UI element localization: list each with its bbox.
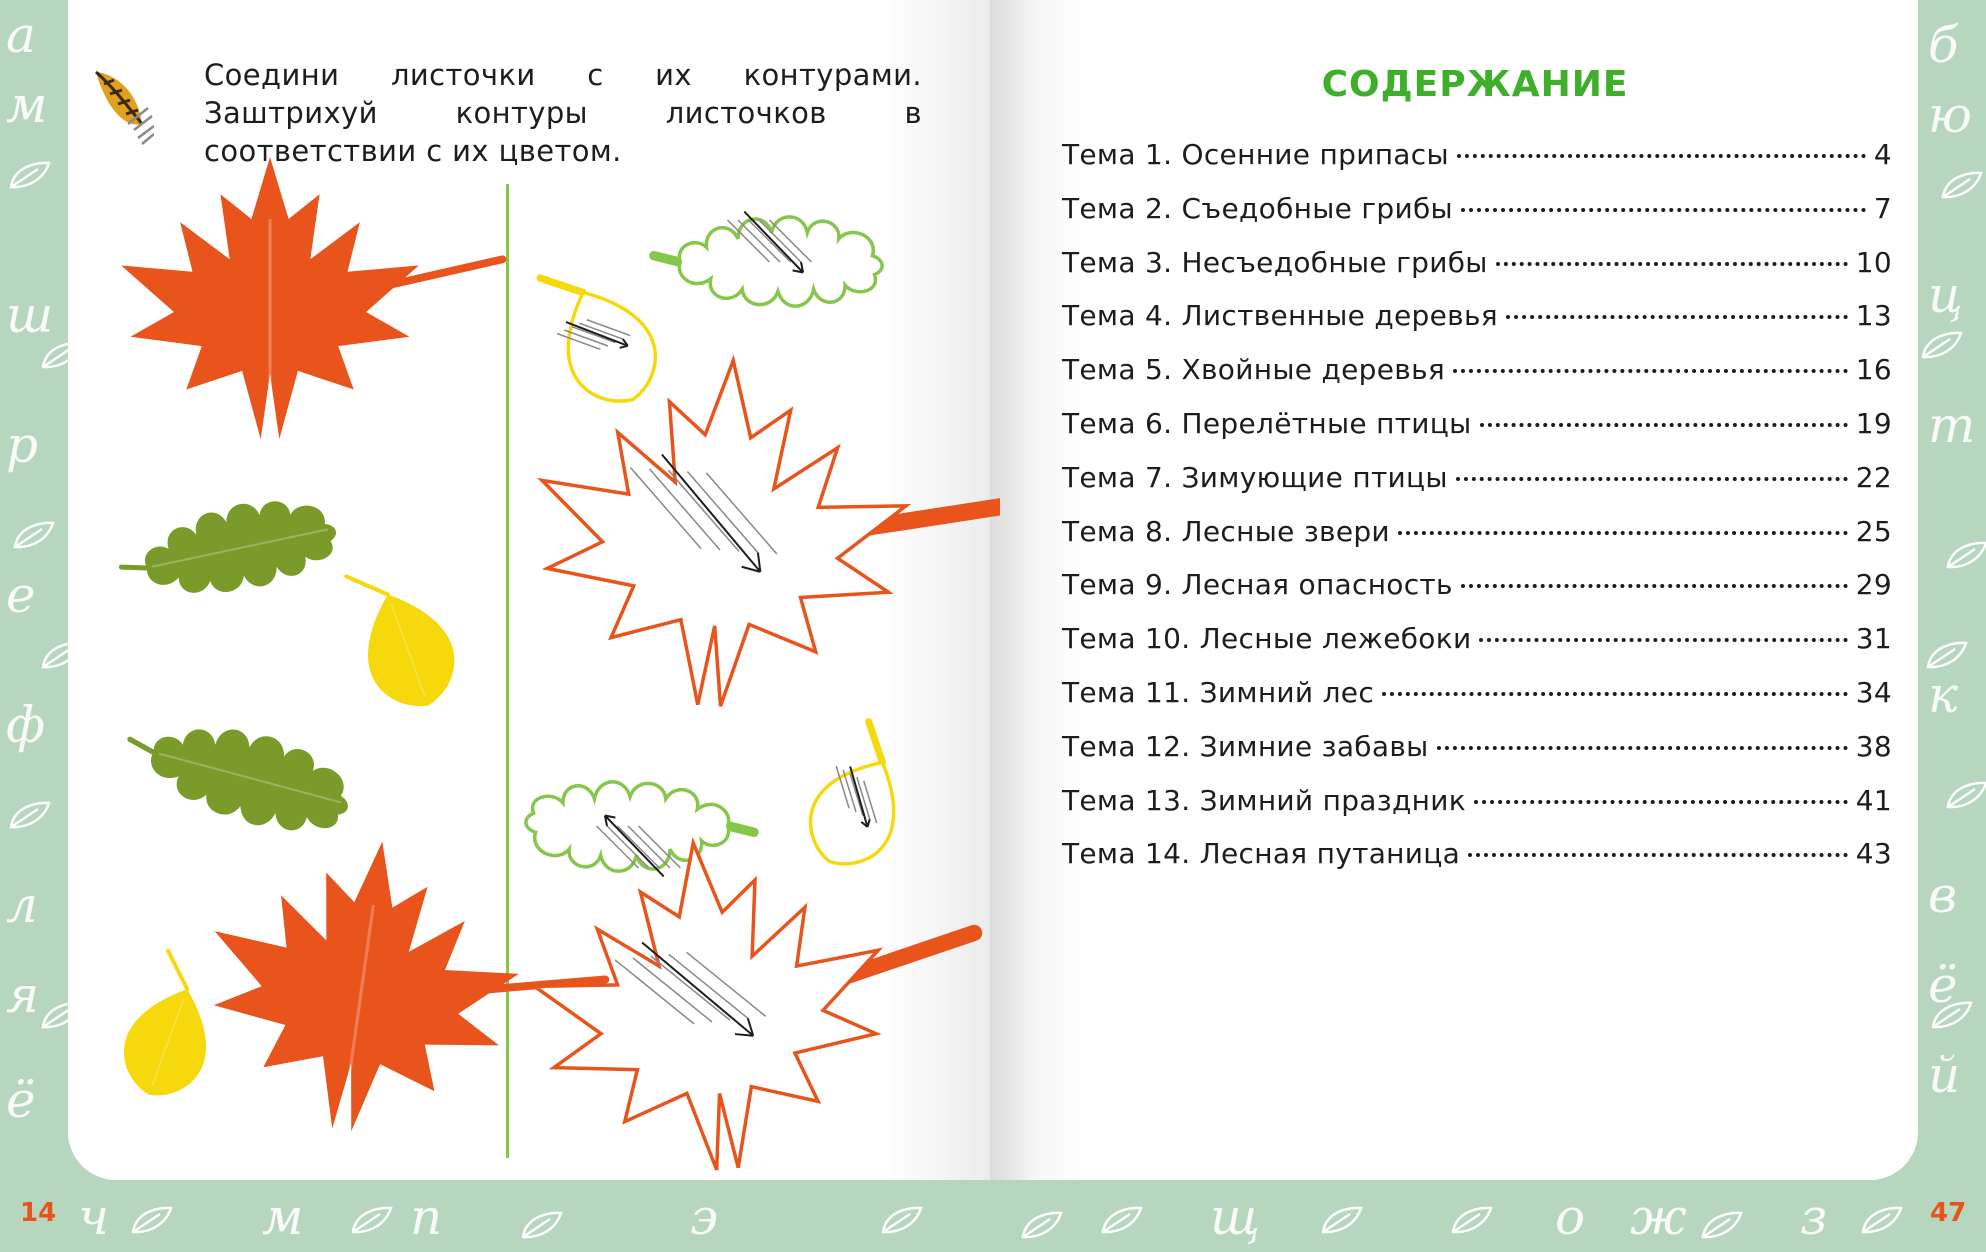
oak-leaf-outline [526, 782, 754, 877]
maple-leaf-outline [527, 348, 1000, 726]
maple-leaf-outline [521, 815, 996, 1180]
toc-entry [1062, 192, 1892, 234]
border-leaf-icon [520, 1210, 564, 1240]
toc-entry [1062, 730, 1892, 772]
toc-entry-label: Тема 11. Зимний лес [1062, 676, 1375, 709]
border-letter: о [1555, 1188, 1586, 1246]
border-leaf-icon [1945, 780, 1986, 810]
toc-leader-dots [1457, 154, 1866, 158]
birch-leaf-outline [531, 246, 672, 417]
toc-entry-page: 10 [1855, 245, 1892, 279]
toc-entry-label: Тема 1. Осенние припасы [1062, 138, 1449, 171]
border-leaf-icon [1920, 330, 1964, 360]
toc-entry [1062, 138, 1892, 180]
toc-entry-label: Тема 5. Хвойные деревья [1062, 353, 1446, 387]
border-letter: щ [1210, 1188, 1261, 1246]
border-letter: ф [6, 696, 46, 754]
toc-leader-dots [1398, 531, 1848, 535]
toc-entry [1062, 568, 1892, 610]
toc-entry-page: 13 [1855, 299, 1892, 333]
border-letter: ч [78, 1188, 110, 1246]
border-leaf-icon [130, 1205, 174, 1235]
toc-entry-page: 25 [1855, 514, 1892, 548]
border-letter: м [6, 76, 48, 134]
toc-entry [1062, 461, 1892, 503]
toc-entry-label: Тема 6. Перелётные птицы [1062, 407, 1472, 440]
border-leaf-icon [880, 1205, 924, 1235]
toc-leader-dots [1496, 262, 1848, 266]
border-letter: з [1800, 1188, 1828, 1246]
toc-entry [1062, 515, 1892, 557]
border-letter: т [1928, 396, 1976, 454]
border-letter: я [6, 966, 40, 1024]
border-leaf-icon [1930, 1000, 1974, 1030]
border-leaf-icon [1925, 640, 1969, 670]
border-letter: ж [1630, 1188, 1687, 1246]
toc-entry-page: 19 [1855, 407, 1892, 440]
border-leaf-icon [1450, 1205, 1494, 1235]
oak-leaf [114, 486, 344, 614]
border-letter: ш [6, 286, 54, 344]
page-number-left: 14 [20, 1198, 57, 1228]
oak-leaf-outline [654, 212, 882, 307]
border-letter: к [1928, 666, 1958, 724]
toc-entry-page: 22 [1855, 460, 1892, 494]
toc-entry-label: Тема 14. Лесная путаница [1062, 837, 1461, 871]
toc-entry-page: 38 [1855, 729, 1892, 763]
toc-entry-label: Тема 7. Зимующие птицы [1062, 460, 1448, 494]
toc-leader-dots [1474, 800, 1848, 804]
toc-leader-dots [1453, 369, 1848, 373]
toc-entry-label: Тема 9. Лесная опасность [1062, 568, 1453, 602]
toc-entry [1062, 246, 1892, 288]
toc-entry-label: Тема 12. Зимние забавы [1062, 729, 1429, 763]
border-letter: й [1928, 1046, 1961, 1104]
oak-leaf [117, 702, 360, 847]
toc-entry-label: Тема 13. Зимний праздник [1062, 783, 1466, 817]
toc-leader-dots [1468, 853, 1848, 857]
maple-leaf [121, 157, 502, 439]
border-letter: э [690, 1188, 719, 1246]
exercise-instruction: Соедини листочки с их контурами. Заштрихуй контуры листочков в соответствии с их цветом. [204, 58, 922, 168]
border-letter: м [262, 1188, 304, 1246]
toc-entry-page: 7 [1873, 191, 1892, 225]
page-number-right: 47 [1930, 1198, 1967, 1228]
border-leaf-icon [1700, 1210, 1744, 1240]
toc-entry [1062, 353, 1892, 395]
border-leaf-icon [1940, 170, 1984, 200]
border-letter: ц [1928, 266, 1963, 324]
border-leaf-icon [1020, 1210, 1064, 1240]
toc-entry-page: 43 [1855, 837, 1892, 871]
border-letter: л [6, 876, 38, 934]
toc-leader-dots [1456, 477, 1848, 481]
toc-leader-dots [1461, 584, 1848, 588]
toc-leader-dots [1461, 208, 1866, 212]
border-letter: р [6, 416, 39, 474]
toc-entry-page: 16 [1855, 353, 1892, 387]
border-letter: ё [1928, 956, 1958, 1014]
toc-entry [1062, 299, 1892, 341]
toc-entry-label: Тема 4. Лиственные деревья [1062, 299, 1498, 333]
toc-leader-dots [1382, 692, 1848, 696]
toc-entry-page: 29 [1855, 568, 1892, 602]
toc-entry [1062, 837, 1892, 879]
toc-entry [1062, 676, 1892, 718]
toc-entry [1062, 407, 1892, 449]
toc-entry-page: 41 [1855, 783, 1892, 817]
border-letter: в [1928, 866, 1958, 924]
border-leaf-icon [1100, 1205, 1144, 1235]
toc-leader-dots [1480, 423, 1848, 427]
border-leaf-icon [1320, 1205, 1364, 1235]
toc-leader-dots [1437, 746, 1848, 750]
leaf-illustration-area [0, 0, 1000, 1180]
toc-title: СОДЕРЖАНИЕ [1321, 64, 1629, 105]
toc-leader-dots [1506, 315, 1848, 319]
toc-entry-page: 34 [1855, 676, 1892, 709]
border-leaf-icon [1945, 540, 1986, 570]
border-leaf-icon [1860, 1205, 1904, 1235]
border-letter: п [410, 1188, 443, 1246]
birch-leaf [111, 947, 236, 1108]
toc-entry-label: Тема 2. Съедобные грибы [1062, 191, 1453, 225]
border-letter: ю [1928, 86, 1973, 144]
toc-entry [1062, 784, 1892, 826]
toc-entry-label: Тема 3. Несъедобные грибы [1062, 245, 1488, 279]
border-letter: е [6, 566, 36, 624]
toc-entry-page: 4 [1873, 138, 1892, 171]
border-letter: а [6, 6, 36, 64]
border-letter: б [1928, 16, 1959, 74]
border-letter: ё [6, 1071, 36, 1129]
toc-entry-label: Тема 10. Лесные лежебоки [1062, 622, 1472, 656]
toc-entry-label: Тема 8. Лесные звери [1062, 514, 1390, 548]
birch-leaf-outline [794, 717, 932, 881]
toc-leader-dots [1479, 638, 1847, 642]
birch-leaf [337, 551, 468, 720]
border-leaf-icon [350, 1205, 394, 1235]
toc-entry-page: 31 [1855, 622, 1892, 656]
toc-entry [1062, 622, 1892, 664]
